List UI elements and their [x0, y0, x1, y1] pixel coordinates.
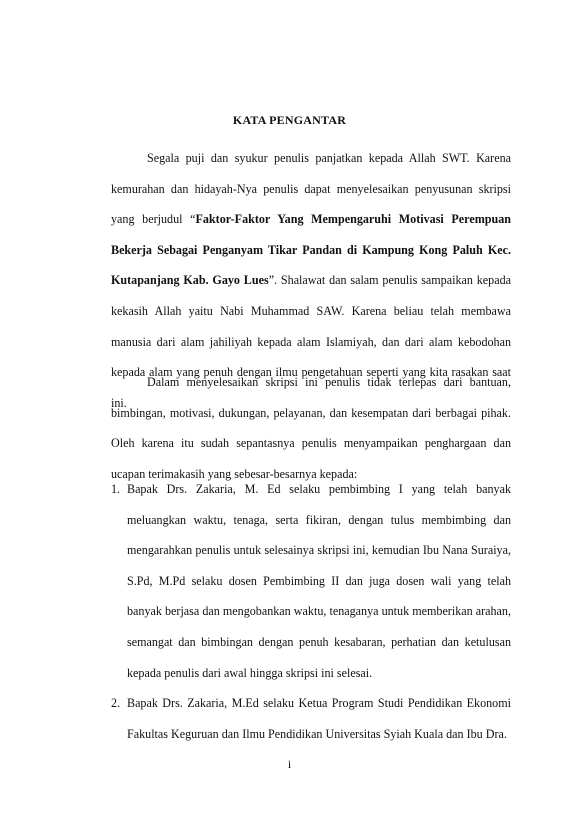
list-item-text: Bapak Drs. Zakaria, M. Ed selaku pembimbing I yang telah banyak meluangkan waktu, tenaga, serta fikiran, dengan tulus membimbing dan mengarahkan penulis untuk selesainya skripsi ini, kemudian Ibu Nana Suraiya, S.Pd, M.Pd selaku dosen Pembimbing II dan juga dosen wali yang telah banyak berjasa dan mengobankan waktu, tenaganya untuk memberikan arahan, semangat dan bimbingan dengan penuh kesabaran, perhatian dan ketulusan kepada penulis dari awal hingga skripsi ini selesai. — [127, 482, 511, 680]
page-title: KATA PENGANTAR — [232, 113, 347, 127]
paragraph-thanks-text: Dalam menyelesaikan skripsi ini penulis tidak terlepas dari bantuan, bimbingan, motivasi, dukungan, pelayanan, dan kesempatan dari berbagai pihak. Oleh karena itu sudah sepantasnya penulis menyampaikan penghargaan dan ucapan terimakasih yang sebesar-besarnya kepada: — [111, 375, 511, 481]
paragraph-thanks — [111, 367, 511, 489]
page-number: i — [287, 757, 292, 771]
paragraph-intro-text-a: Segala puji dan syukur penulis panjatkan kepada Allah SWT. Karena kemurahan dan hidayah-Nya penulis dapat menyelesaikan penyusunan skripsi yang berjudul “ — [111, 151, 511, 227]
acknowledgement-list — [111, 474, 511, 749]
thesis-title: Faktor-Faktor Yang Mempengaruhi Motivasi Perempuan Bekerja Sebagai Penganyam Tikar Pandan di Kampung Kong Paluh Kec. Kutapanjang Kab. Gayo Lues — [111, 212, 511, 288]
list-item — [111, 474, 511, 688]
list-item-number: 2. — [111, 696, 121, 711]
list-item-number: 1. — [111, 482, 121, 496]
list-item — [111, 688, 511, 749]
list-item-text: Bapak Drs. Zakaria, M.Ed selaku Ketua Program Studi Pendidikan Ekonomi Fakultas Keguruan dan Ilmu Pendidikan Universitas Syiah Kuala dan Ibu Dra. — [127, 696, 511, 741]
paragraph-intro-text-b: ”. Shalawat dan salam penulis sampaikan kepada kekasih Allah yaitu Nabi Muhammad SAW. Karena beliau telah membawa manusia dari alam jahiliyah kepada alam Islamiyah, dan dari alam kebodohan kepada alam yang penuh dengan ilmu pengetahuan seperti yang kita rasakan saat ini. — [111, 273, 511, 410]
